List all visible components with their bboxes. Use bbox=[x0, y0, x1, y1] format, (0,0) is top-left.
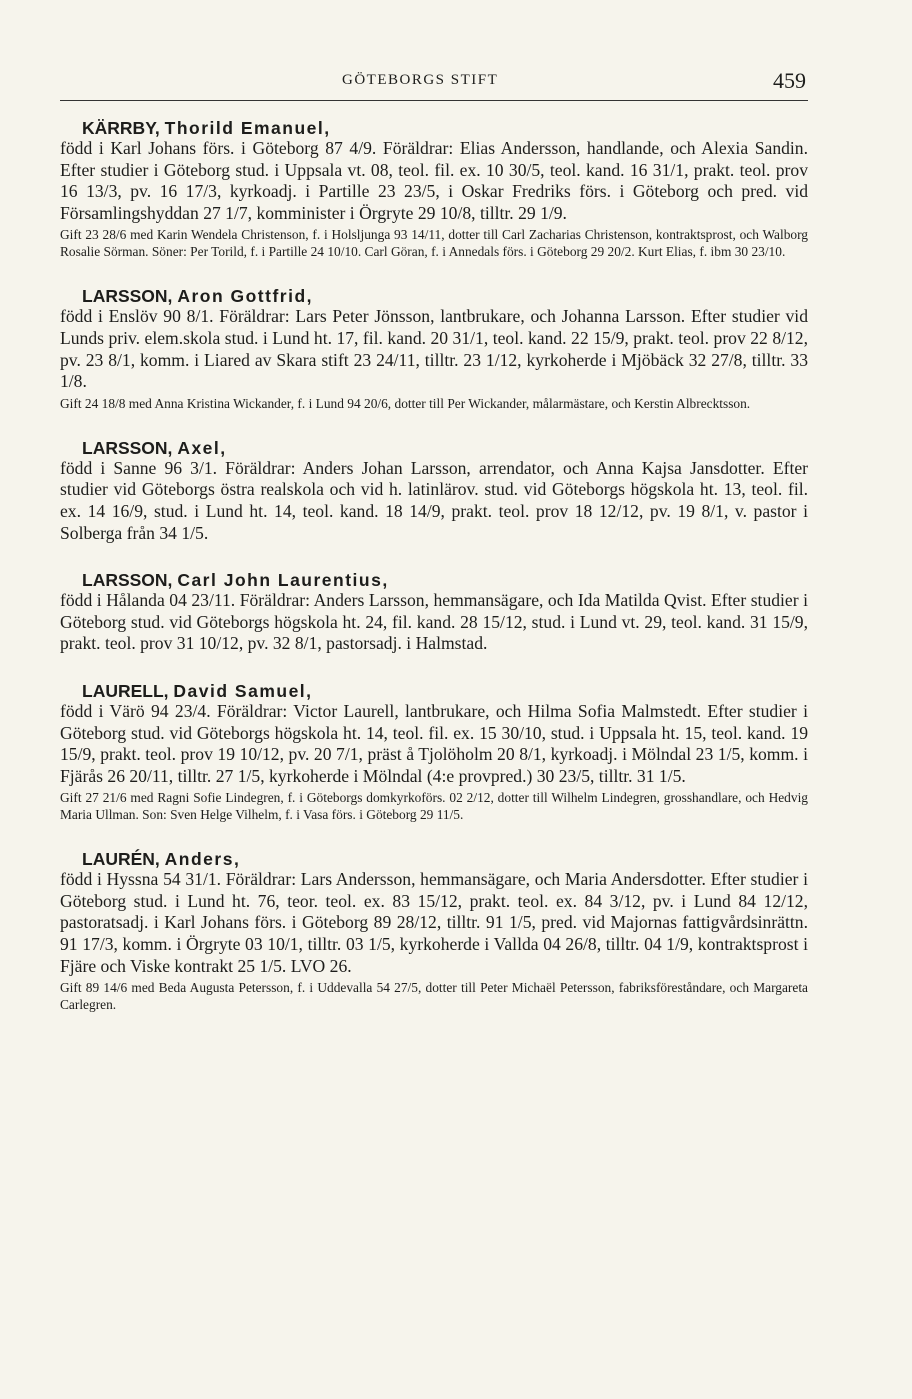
entry-surname: KÄRRBY, bbox=[82, 118, 160, 138]
entry-surname: LARSSON, bbox=[82, 286, 173, 307]
biography-entry bbox=[60, 681, 808, 823]
entry-name bbox=[60, 681, 808, 701]
entry-name bbox=[60, 118, 808, 138]
entry-body: född i Karl Johans förs. i Göteborg 87 4/9. Föräldrar: Elias Andersson, handlande, och Alexia Sandin. Efter studier i Göteborg stud. i Uppsala vt. 08, teol. fil. ex. 10 30/5, teol. kand. 16 31/1, prakt. teol. prov 16 13/3, pv. 16 17/3, kyrkoadj. i Partille 23 23/5, i Oskar Fredriks förs. i Göteborg och pred. vid Församlingshyddan 27 1/7, komminister i Örgryte 29 10/8, tilltr. 29 1/9. bbox=[60, 138, 808, 223]
entry-name bbox=[60, 438, 808, 458]
entry-name bbox=[60, 570, 808, 590]
page-number: 459 bbox=[773, 68, 806, 93]
entry-body: född i Hålanda 04 23/11. Föräldrar: Anders Larsson, hemmansägare, och Ida Matilda Qvist. Efter studier i Göteborg stud. vid Göteborgs högskola ht. 24, fil. kand. 28 15/12, stud. i Lund vt. 29, teol. kand. 31 15/9, prakt. teol. prov 31 10/12, pv. 32 8/1, pastorsadj. i Halmstad. bbox=[60, 590, 808, 654]
entry-surname: LARSSON, bbox=[82, 437, 173, 458]
entry-surname: LARSSON, bbox=[82, 570, 173, 591]
page-header bbox=[60, 66, 808, 101]
entry-body: född i Enslöv 90 8/1. Föräldrar: Lars Peter Jönsson, lantbrukare, och Johanna Larsson. Efter studier vid Lunds priv. elem.skola stud. i Lund ht. 17, fil. kand. 20 31/1, teol. kand. 22 15/9, prakt. teol. prov 22 8/12, pv. 23 8/1, komm. i Liared av Skara stift 23 24/11, tilltr. 23 1/12, kyrkoherde i Mjöbäck 32 27/8, tilltr. 33 1/8. bbox=[60, 306, 808, 392]
entry-marriage: Gift 23 28/6 med Karin Wendela Christenson, f. i Holsljunga 93 14/11, dotter till Carl Zacharias Christenson, kontraktsprost, och Walborg Rosalie Sörman. Söner: Per Torild, f. i Partille 24 10/10. Carl Göran, f. i Annedals förs. i Göteborg 29 20/2. Kurt Elias, f. ibm 30 23/10. bbox=[60, 227, 808, 260]
entry-marriage: Gift 89 14/6 med Beda Augusta Petersson, f. i Uddevalla 54 27/5, dotter till Peter Michaël Petersson, fabriksföreståndare, och Margareta Carlegren. bbox=[60, 980, 808, 1013]
entry-body: född i Värö 94 23/4. Föräldrar: Victor Laurell, lantbrukare, och Hilma Sofia Malmstedt. Efter studier i Göteborg stud. vid Göteborgs högskola ht. 14, teol. fil. ex. 15 30/10, stud. i Uppsala ht. 15, teol. kand. 19 15/9, prakt. teol. prov 19 10/12, pv. 20 7/1, präst å Tjolöholm 20 8/1, kyrkoadj. i Mölndal 23 1/5, komm. i Fjärås 26 20/11, tilltr. 27 1/5, kyrkoherde i Mölndal (4:e provpred.) 30 23/5, tilltr. 31 1/5. bbox=[60, 700, 808, 786]
entry-marriage: Gift 24 18/8 med Anna Kristina Wickander, f. i Lund 94 20/6, dotter till Per Wickander, målarmästare, och Kerstin Albrecktsson. bbox=[60, 395, 751, 411]
entry-given-names: Axel, bbox=[177, 437, 227, 458]
biography-entry bbox=[60, 118, 808, 260]
entry-name bbox=[60, 849, 808, 869]
running-head: GÖTEBORGS STIFT bbox=[342, 72, 499, 88]
biography-entry bbox=[60, 570, 808, 655]
biography-entry bbox=[60, 438, 808, 544]
entry-name bbox=[60, 286, 808, 306]
entry-given-names: Thorild Emanuel, bbox=[164, 118, 331, 138]
entry-body: född i Hyssna 54 31/1. Föräldrar: Lars Andersson, hemmansägare, och Maria Andersdotter. Efter studier i Göteborg stud. i Lund ht. 76, teor. teol. ex. 83 15/12, prakt. teol. ex. 84 3/12, pv. i Lund 84 12/12, pastoratsadj. i Karl Johans förs. i Göteborg 89 28/12, tilltr. 91 1/5, pred. vid Majornas fattigvårdsinrättn. 91 17/3, komm. i Örgryte 03 10/1, tilltr. 03 1/5, kyrkoherde i Vallda 04 26/8, tilltr. 04 1/9, kontraktsprost i Fjäre och Viske kontrakt 25 1/5. LVO 26. bbox=[60, 869, 808, 976]
entry-given-names: Anders, bbox=[164, 849, 241, 870]
entry-surname: LAURELL, bbox=[82, 680, 169, 701]
entry-marriage: Gift 27 21/6 med Ragni Sofie Lindegren, f. i Göteborgs domkyrkoförs. 02 2/12, dotter till Wilhelm Lindegren, grosshandlare, och Hedvig Maria Ullman. Son: Sven Helge Vilhelm, f. i Vasa förs. i Göteborg 29 11/5. bbox=[60, 790, 808, 823]
entry-given-names: Aron Gottfrid, bbox=[177, 286, 314, 307]
biography-entry bbox=[60, 849, 808, 1013]
entry-given-names: David Samuel, bbox=[173, 680, 313, 701]
entry-body: född i Sanne 96 3/1. Föräldrar: Anders Johan Larsson, arrendator, och Anna Kajsa Jansdotter. Efter studier vid Göteborgs östra realskola och vid h. latinlärov. stud. vid Göteborgs högskola ht. 13, teol. fil. ex. 14 16/9, stud. i Lund ht. 14, teol. kand. 18 14/9, prakt. teol. prov 18 12/12, pv. 19 8/1, v. pastor i Solberga från 34 1/5. bbox=[60, 457, 808, 543]
entry-given-names: Carl John Laurentius, bbox=[177, 570, 389, 591]
biography-entry bbox=[60, 286, 808, 411]
entry-list bbox=[60, 118, 808, 1039]
entry-surname: LAURÉN, bbox=[82, 849, 160, 870]
